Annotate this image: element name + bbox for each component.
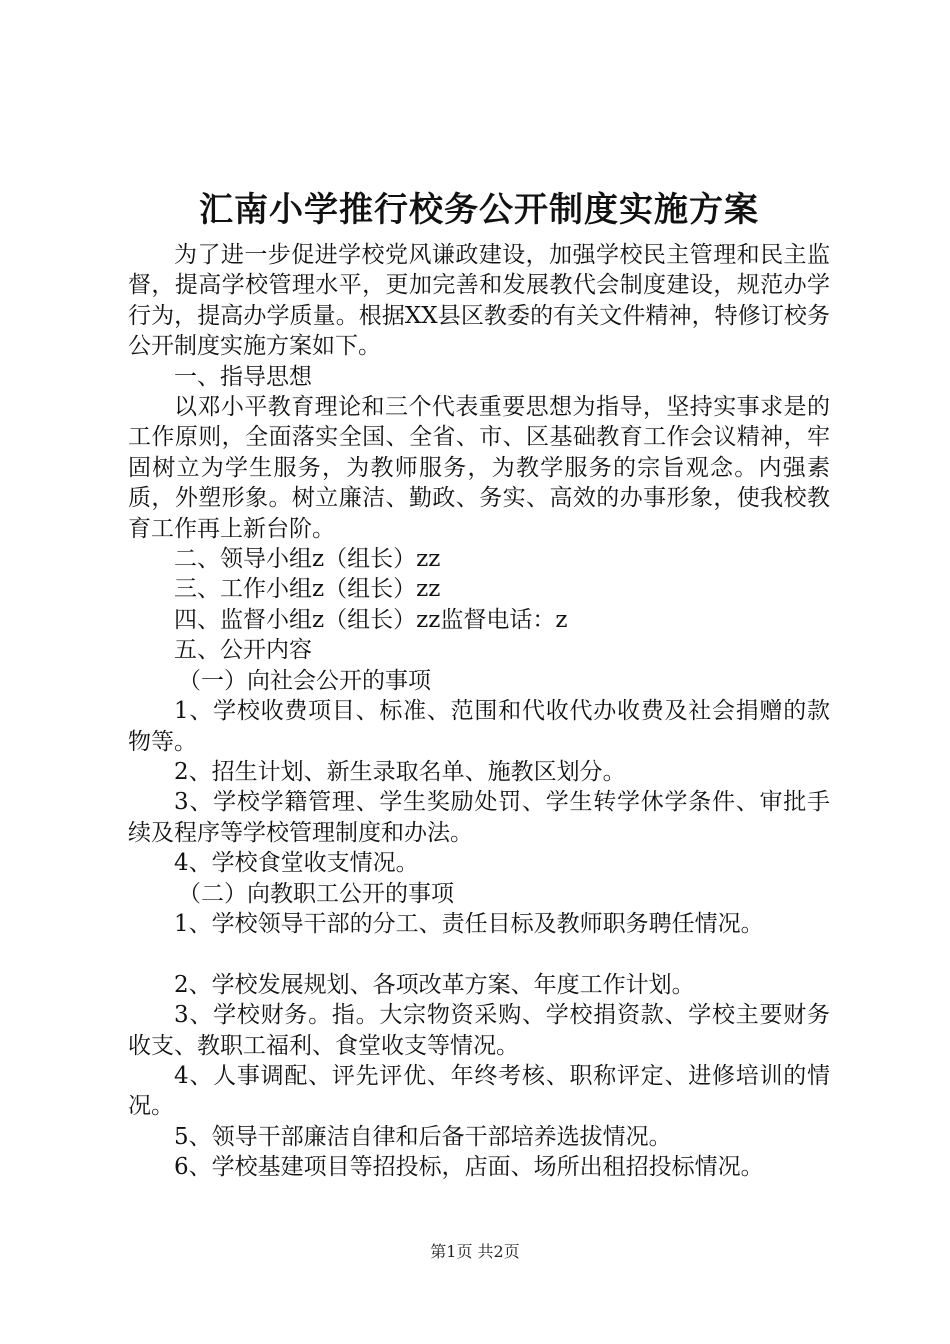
heading-supervision-group: 四、监督小组z（组长）zz监督电话：z bbox=[174, 606, 568, 633]
page-number: 第1页 共2页 bbox=[430, 1242, 520, 1261]
list-item: 1、学校领导干部的分工、责任目标及教师职务聘任情况。 bbox=[174, 910, 764, 937]
paragraph-intro: 为了进一步促进学校党风谦政建设，加强学校民主管理和民主监督，提高学校管理水平，更加完善和发展教代会制度建设，规范办学行为，提高办学质量。根据XX县区教委的有关文件精神，特修订校务公开制度实施方案如下。 bbox=[128, 242, 830, 360]
list-item: 4、人事调配、评先评优、年终考核、职称评定、进修培训的情况。 bbox=[128, 1062, 830, 1120]
list-item: 2、学校发展规划、各项改革方案、年度工作计划。 bbox=[174, 971, 695, 998]
list-item: 3、学校学籍管理、学生奖励处罚、学生转学休学条件、审批手续及程序等学校管理制度和办法。 bbox=[128, 789, 830, 846]
heading-public-content: 五、公开内容 bbox=[174, 637, 312, 664]
document-page bbox=[128, 180, 830, 1183]
list-item: 2、招生计划、新生录取名单、施教区划分。 bbox=[174, 758, 626, 785]
list-item: 3、学校财务。指。大宗物资采购、学校捐资款、学校主要财务收支、教职工福利、食堂收支等情况。 bbox=[128, 1002, 830, 1059]
list-item: 5、领导干部廉洁自律和后备干部培养选拔情况。 bbox=[174, 1123, 672, 1150]
heading-working-group: 三、工作小组z（组长）zz bbox=[174, 576, 441, 603]
subheading-public-to-society: （一）向社会公开的事项 bbox=[178, 667, 431, 694]
subheading-public-to-staff: （二）向教职工公开的事项 bbox=[178, 880, 454, 907]
heading-leadership-group: 二、领导小组z（组长）zz bbox=[174, 546, 441, 573]
heading-guiding-thought: 一、指导思想 bbox=[174, 363, 312, 390]
document-title: 汇南小学推行校务公开制度实施方案 bbox=[199, 190, 759, 230]
list-item: 6、学校基建项目等招投标，店面、场所出租招投标情况。 bbox=[174, 1154, 764, 1181]
document-body bbox=[128, 240, 830, 1183]
blank-line bbox=[128, 939, 830, 969]
list-item: 1、学校收费项目、标准、范围和代收代办收费及社会捐赠的款物等。 bbox=[128, 698, 830, 755]
paragraph-guiding-thought: 以邓小平教育理论和三个代表重要思想为指导，坚持实事求是的工作原则，全面落实全国、全省、市、区基础教育工作会议精神，牢固树立为学生服务，为教师服务，为教学服务的宗旨观念。内强素质，外塑形象。树立廉洁、勤政、务实、高效的办事形象，使我校教育工作再上新台阶。 bbox=[128, 394, 830, 542]
list-item: 4、学校食堂收支情况。 bbox=[174, 850, 419, 877]
